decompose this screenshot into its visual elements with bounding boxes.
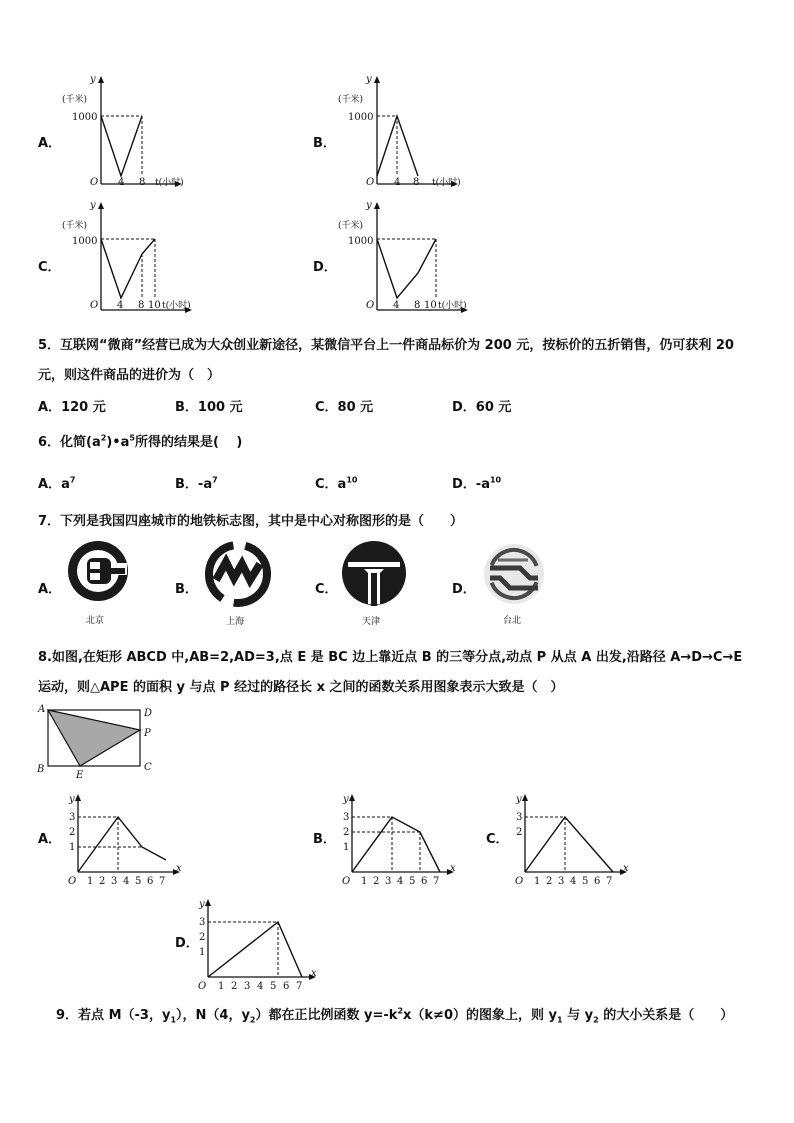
q6-question: [38, 431, 242, 450]
q9-sub-1: 1: [170, 1015, 177, 1025]
unit-label: (千米): [338, 95, 364, 105]
y-tick-1000: 1000: [72, 112, 98, 123]
vertex-p: P: [144, 728, 151, 739]
q4-option-b-label: B．: [313, 136, 336, 151]
q8-option-a-label: A．: [38, 832, 62, 847]
q6-option-b[interactable]: [175, 473, 218, 492]
origin-label: O: [198, 981, 207, 991]
svg-text:4: 4: [257, 981, 264, 991]
t-axis-label: t(小时): [432, 178, 461, 188]
option-text: 80 元: [337, 400, 374, 415]
origin-label: O: [366, 177, 375, 188]
svg-text:7: 7: [159, 876, 166, 886]
y-tick-2: 2: [199, 932, 206, 943]
svg-text:5: 5: [582, 876, 589, 886]
y-tick-1: 1: [69, 842, 76, 853]
x-tick-4: 4: [118, 177, 125, 188]
q9-text: 9．若点 M（-3，y: [56, 1008, 171, 1023]
q7-option-b-label: B．: [175, 582, 198, 597]
y-label: y: [516, 794, 522, 805]
y-tick-2: 2: [69, 827, 76, 838]
y-label: y: [69, 794, 75, 805]
q9-text: ），N（4，y: [176, 1008, 250, 1023]
svg-text:3: 3: [385, 876, 392, 886]
option-text: 100 元: [197, 400, 243, 415]
option-label: D．: [452, 400, 476, 415]
q8-option-d-label: D．: [175, 936, 199, 951]
y-tick-3: 3: [343, 812, 350, 823]
svg-text:3: 3: [558, 876, 565, 886]
y-tick-1: 1: [199, 947, 206, 958]
svg-text:1: 1: [361, 876, 368, 886]
x-tick-8: 8: [138, 300, 145, 311]
q7-option-d-label: D．: [452, 582, 476, 597]
q8-line-1: 8.如图,在矩形 ABCD 中,AB=2,AD=3,点 E 是 BC 边上靠近点 B 的三等分点,动点 P 从点 A 出发,沿路径 A→D→C→E: [38, 650, 743, 665]
graph-line: [101, 239, 155, 298]
option-label: D．: [452, 477, 476, 492]
option-base: -a: [197, 477, 213, 492]
q4-graph-d: [336, 198, 516, 318]
x-tick-8: 8: [139, 177, 146, 188]
x-tick-4: 4: [117, 300, 124, 311]
y-label: y: [366, 200, 372, 211]
x-tick-10: 10: [424, 300, 437, 311]
option-label: A．: [38, 477, 62, 492]
y-tick-1000: 1000: [72, 236, 98, 247]
q4-graph-a: [60, 72, 240, 192]
x-ticks: [218, 981, 302, 991]
t-axis-label: t(小时): [162, 301, 191, 311]
q5-option-d[interactable]: [452, 396, 511, 415]
x-ticks: [87, 876, 165, 886]
graph-line: [101, 116, 142, 176]
svg-text:7: 7: [296, 981, 303, 991]
option-base: a: [337, 477, 347, 492]
q9-text: 与 y: [562, 1008, 594, 1023]
q6-text-mid: )•a: [106, 435, 130, 450]
city-label-shanghai: 上海: [226, 617, 245, 627]
x-label: x: [311, 968, 317, 979]
x-tick-8: 8: [413, 177, 420, 188]
q8-graph-c: [505, 790, 635, 886]
q6-sup-2: 5: [129, 433, 135, 443]
origin-label: O: [366, 300, 375, 311]
y-tick-2: 2: [516, 827, 523, 838]
svg-text:3: 3: [244, 981, 251, 991]
option-sup: 7: [69, 475, 76, 485]
option-label: B．: [175, 400, 198, 415]
x-label: x: [623, 863, 629, 874]
vertex-a: A: [38, 704, 46, 715]
svg-text:6: 6: [421, 876, 428, 886]
q4-graph-b: [336, 72, 516, 192]
y-label: y: [343, 794, 349, 805]
q4-option-c-label: C．: [38, 260, 61, 275]
q7-question: 7．下列是我国四座城市的地铁标志图，其中是中心对称图形的是（ ）: [38, 514, 464, 529]
q8-option-b-label: B．: [313, 832, 336, 847]
t-axis-label: t(小时): [155, 178, 184, 188]
svg-text:1: 1: [534, 876, 541, 886]
origin-label: O: [515, 876, 524, 886]
q9-sub-4: 2: [593, 1015, 599, 1025]
q6-option-d[interactable]: [452, 473, 501, 492]
q4-graph-c: [60, 198, 240, 318]
q9-question: [56, 1004, 733, 1025]
vertex-b: B: [37, 764, 45, 775]
q6-option-c[interactable]: [315, 473, 357, 492]
q9-text: ）都在正比例函数 y=-k: [255, 1008, 398, 1023]
graph-line: [352, 817, 440, 872]
x-tick-8: 8: [414, 300, 421, 311]
q8-graph-b: [332, 790, 462, 886]
svg-text:7: 7: [433, 876, 440, 886]
q8-option-c-label: C．: [486, 832, 509, 847]
graph-line: [208, 922, 302, 977]
q9-sub-3: 1: [557, 1015, 563, 1025]
svg-text:6: 6: [594, 876, 601, 886]
y-label: y: [199, 899, 205, 910]
y-tick-1000: 1000: [348, 112, 374, 123]
svg-text:7: 7: [606, 876, 613, 886]
option-text: 60 元: [475, 400, 512, 415]
y-tick-3: 3: [69, 812, 76, 823]
unit-label: (千米): [338, 221, 364, 231]
option-label: A．: [38, 400, 62, 415]
origin-label: O: [90, 300, 99, 311]
q5-line-2: 元，则这件商品的进价为（ ）: [38, 368, 221, 383]
q8-line-2: 运动，则△APE 的面积 y 与点 P 经过的路径长 x 之间的函数关系用图象表示大致是（ ）: [38, 680, 564, 695]
origin-label: O: [90, 177, 99, 188]
graph-line: [78, 817, 166, 872]
option-base: a: [61, 477, 70, 492]
option-sup: 10: [489, 475, 502, 485]
y-label: y: [90, 200, 96, 211]
y-tick-3: 3: [199, 917, 206, 928]
svg-text:3: 3: [111, 876, 118, 886]
x-label: x: [450, 863, 456, 874]
option-sup: 7: [212, 475, 218, 485]
vertex-e: E: [76, 770, 84, 781]
option-text: 120 元: [61, 400, 106, 415]
vertex-c: C: [144, 762, 152, 773]
svg-text:2: 2: [546, 876, 553, 886]
svg-text:2: 2: [231, 981, 238, 991]
graph-line: [525, 817, 613, 872]
option-sup: 10: [346, 475, 358, 485]
svg-text:5: 5: [135, 876, 142, 886]
t-axis-label: t(小时): [438, 301, 467, 311]
q4-option-d-label: D．: [313, 260, 337, 275]
q9-sup: 2: [397, 1006, 404, 1016]
city-label-beijing: 北京: [86, 616, 105, 626]
unit-label: (千米): [62, 221, 88, 231]
option-base: -a: [475, 477, 490, 492]
svg-text:4: 4: [123, 876, 130, 886]
svg-text:6: 6: [283, 981, 290, 991]
origin-label: O: [342, 876, 351, 886]
y-label: y: [366, 74, 372, 85]
city-label-tianjin: 天津: [362, 617, 381, 627]
q9-text: x（k≠0）的图象上，则 y: [403, 1008, 557, 1023]
x-label: x: [176, 863, 182, 874]
q6-sup-1: 2: [100, 433, 107, 443]
svg-text:6: 6: [147, 876, 154, 886]
q8-graph-d: [188, 895, 328, 991]
q5-line-1: 5．互联网“微商”经营已成为大众创业新途径，某微信平台上一件商品标价为 200 元，按标价的五折销售，仍可获利 20: [38, 338, 734, 353]
option-label: C．: [315, 400, 338, 415]
vertex-d: D: [144, 708, 153, 719]
x-ticks: [361, 876, 439, 886]
svg-text:5: 5: [270, 981, 277, 991]
x-tick-4: 4: [394, 177, 401, 188]
q5-option-c[interactable]: [315, 396, 373, 415]
q6-option-a[interactable]: [38, 473, 75, 492]
q4-option-a-label: A．: [38, 136, 62, 151]
y-tick-1000: 1000: [348, 236, 374, 247]
origin-label: O: [68, 876, 77, 886]
y-tick-1: 1: [343, 842, 350, 853]
x-tick-4: 4: [393, 300, 400, 311]
q9-sub-2: 2: [249, 1015, 256, 1025]
y-tick-2: 2: [343, 827, 350, 838]
q6-text-pre: 6．化简(a: [38, 435, 101, 450]
x-tick-10: 10: [148, 300, 161, 311]
q8-graph-a: [58, 790, 188, 886]
q7-option-a-label: A．: [38, 582, 62, 597]
q7-option-c-label: C．: [315, 582, 338, 597]
q5-option-b[interactable]: [175, 396, 243, 415]
y-label: y: [90, 74, 96, 85]
svg-text:1: 1: [218, 981, 225, 991]
x-ticks: [534, 876, 612, 886]
svg-text:2: 2: [99, 876, 106, 886]
y-tick-3: 3: [516, 812, 523, 823]
q8-rectangle-figure: [34, 700, 164, 782]
q9-text: 的大小关系是（ ）: [598, 1008, 734, 1023]
unit-label: (千米): [62, 95, 88, 105]
option-label: B．: [175, 477, 198, 492]
q5-option-a[interactable]: [38, 396, 106, 415]
graph-line: [377, 239, 436, 298]
svg-text:4: 4: [570, 876, 577, 886]
svg-text:1: 1: [87, 876, 94, 886]
option-label: C．: [315, 477, 338, 492]
city-label-taipei: 台北: [503, 616, 522, 626]
svg-text:5: 5: [409, 876, 416, 886]
svg-text:2: 2: [373, 876, 380, 886]
q6-text-post: 所得的结果是( ): [134, 435, 243, 450]
svg-text:4: 4: [397, 876, 404, 886]
